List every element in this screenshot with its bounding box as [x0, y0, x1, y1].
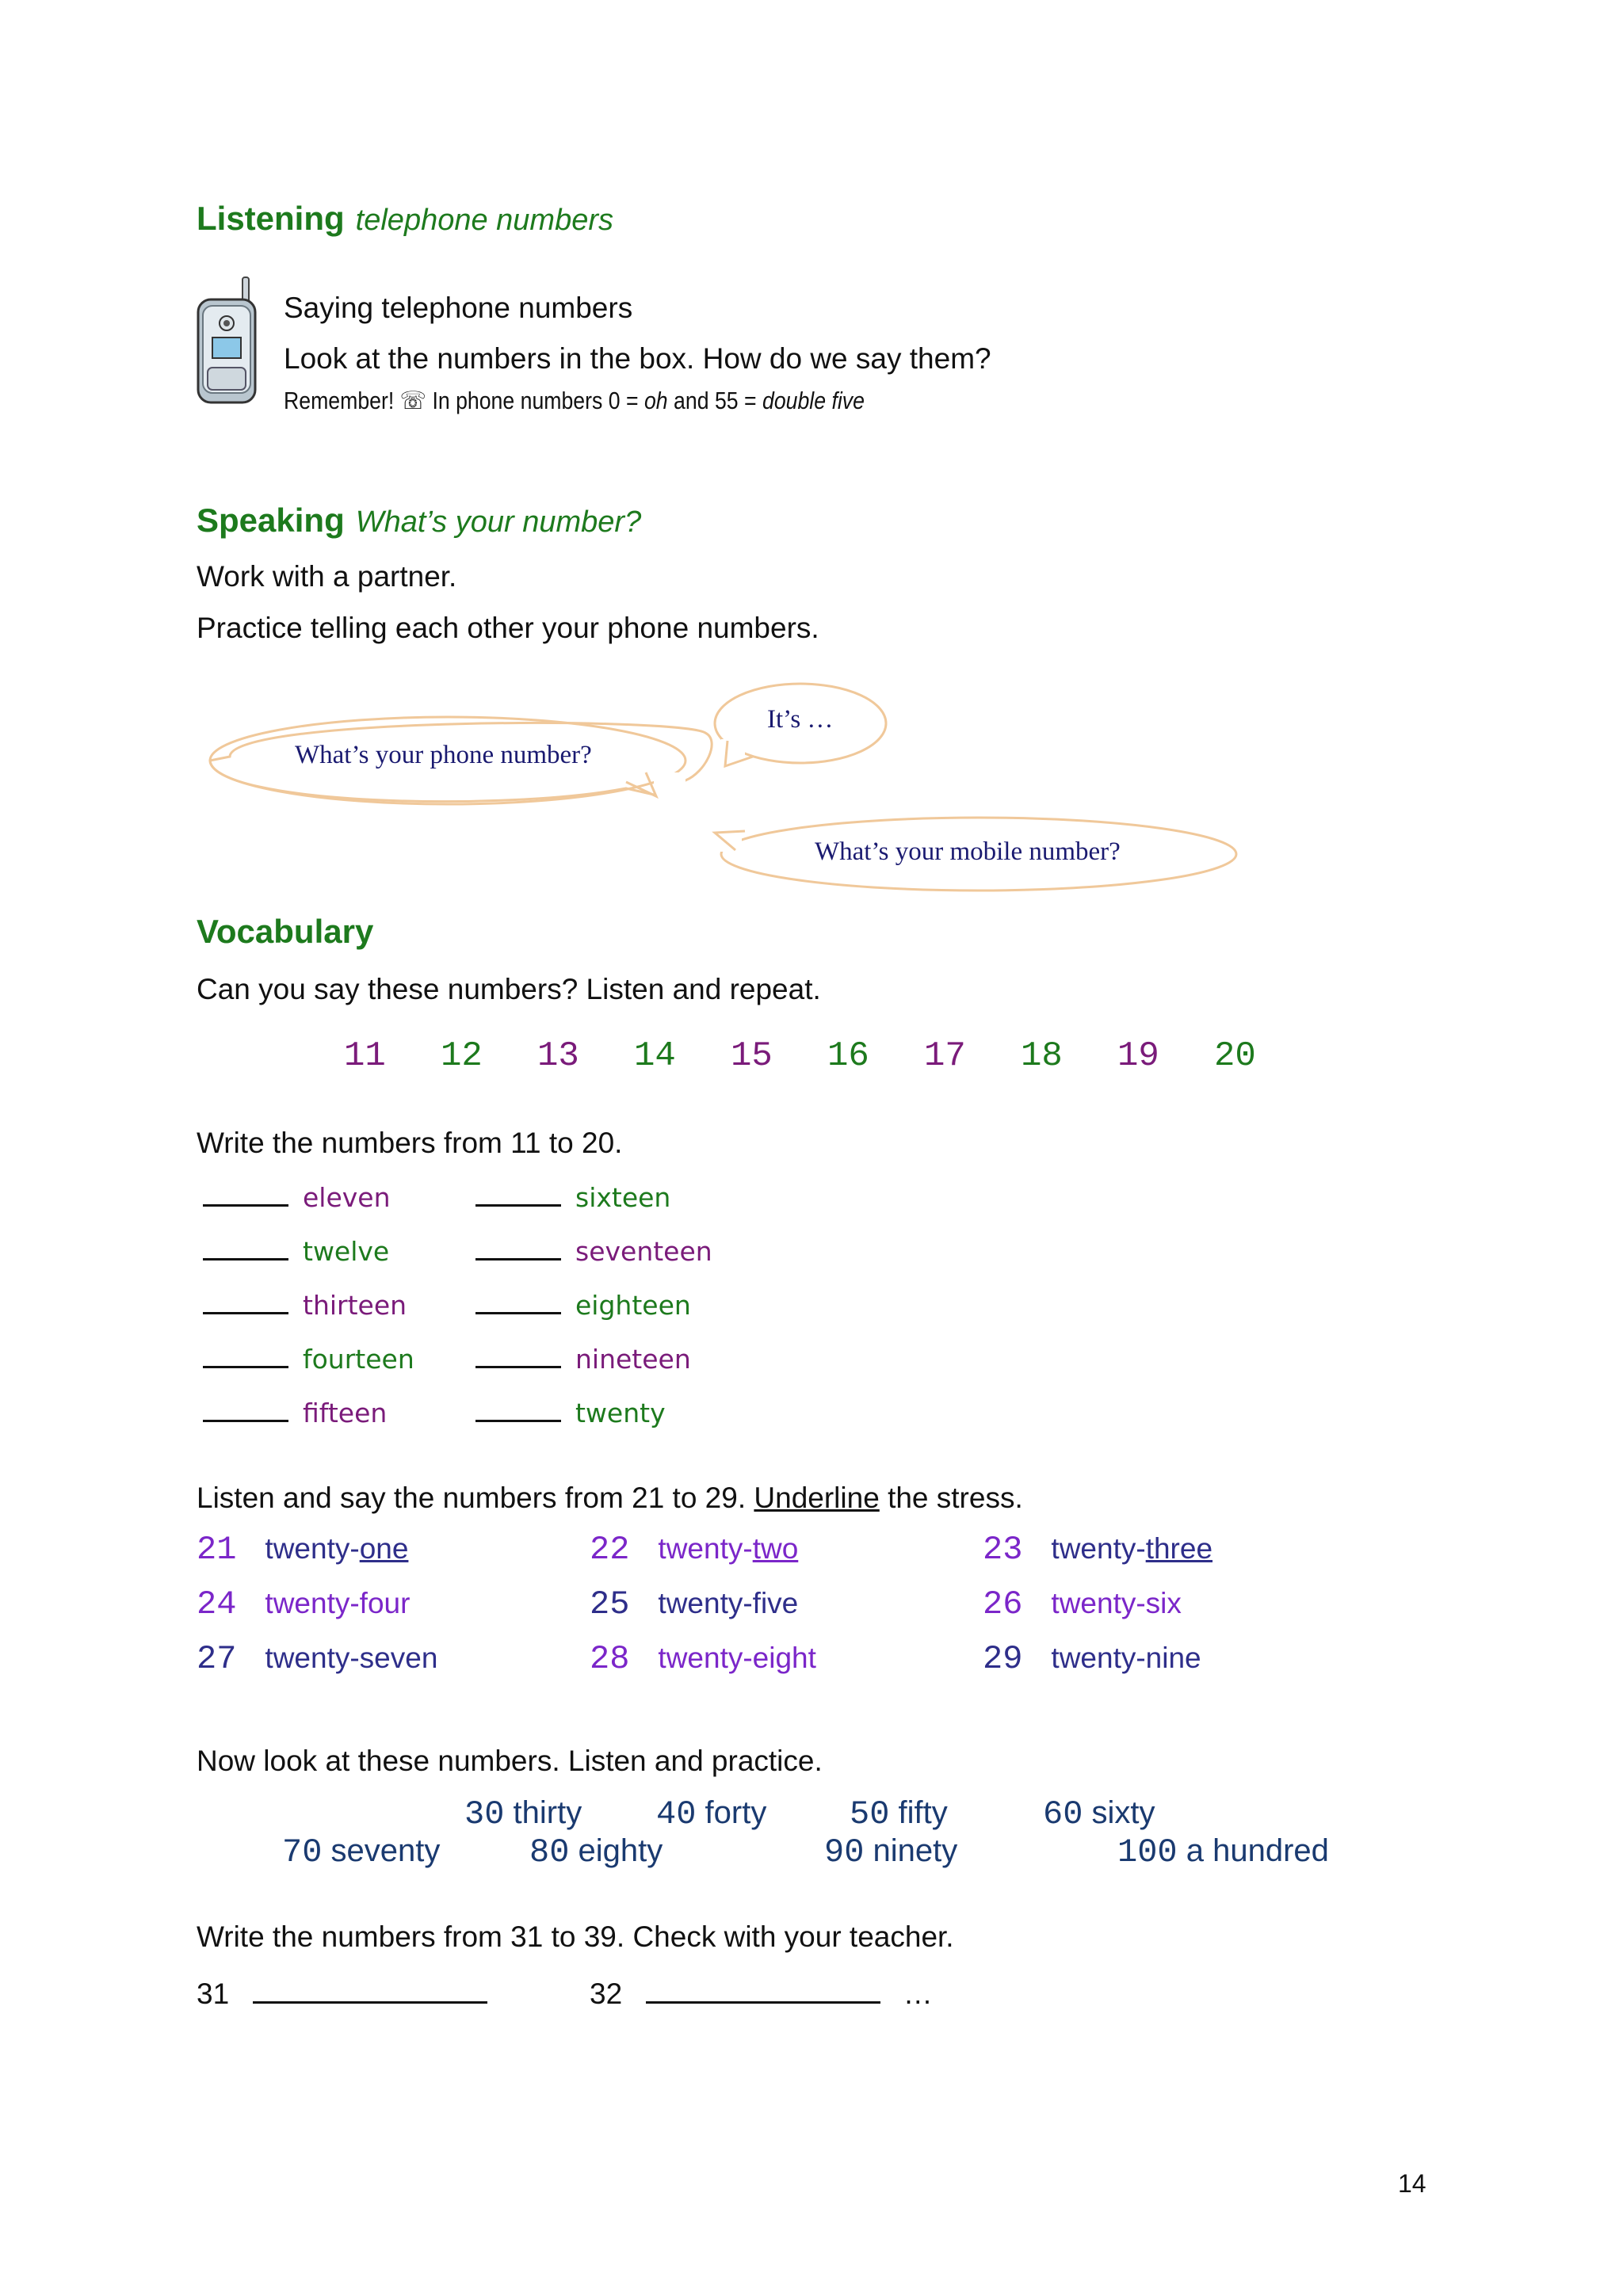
speaking-line1: Work with a partner. [197, 560, 457, 593]
bubble-its-text: It’s … [767, 705, 834, 734]
answer-blank[interactable] [475, 1180, 561, 1207]
tens-item: 40 forty [656, 1795, 767, 1833]
answer-blank[interactable] [203, 1342, 288, 1368]
stress-instruction-underline: Underline [754, 1482, 880, 1514]
twenty-word: twenty-three [1051, 1532, 1213, 1565]
list-item [475, 1234, 712, 1288]
teen-number: 15 [731, 1036, 773, 1076]
teen-word: twenty [575, 1398, 666, 1428]
teen-word: eighteen [575, 1290, 691, 1321]
answer-blank[interactable] [203, 1180, 288, 1207]
twenty-word: twenty-five [658, 1587, 799, 1619]
answer-blank[interactable] [203, 1288, 288, 1314]
teens-number-row [344, 1036, 1311, 1076]
remember-double: double five [762, 387, 865, 414]
vocabulary-intro: Can you say these numbers? Listen and repeat. [197, 973, 821, 1005]
answer-blank[interactable] [475, 1288, 561, 1314]
tens-item: 30 thirty [464, 1795, 582, 1833]
stress-instruction-b: the stress. [888, 1482, 1023, 1514]
teen-number: 17 [924, 1036, 966, 1076]
bubble-mobile-number-text: What’s your mobile number? [815, 837, 1121, 866]
twenty-number: 28 [590, 1640, 630, 1678]
tens-instruction: Now look at these numbers. Listen and practice. [197, 1745, 823, 1777]
twenty-number: 29 [983, 1640, 1023, 1678]
answer-blank-31[interactable] [253, 1973, 487, 2004]
list-item [475, 1342, 712, 1396]
listening-line2: Look at the numbers in the box. How do we say them? [284, 342, 991, 375]
tens-item: 60 sixty [1043, 1795, 1155, 1833]
speaking-subheading: What’s your number? [355, 505, 642, 539]
vocabulary-heading: Vocabulary [197, 913, 374, 950]
teen-words-right [475, 1180, 712, 1450]
teen-number: 20 [1214, 1036, 1256, 1076]
teen-word: thirteen [303, 1290, 407, 1321]
twenty-number: 26 [983, 1585, 1023, 1623]
twenty-word: twenty-seven [265, 1642, 438, 1674]
teen-word: sixteen [575, 1182, 671, 1213]
remember-note [284, 387, 865, 415]
remember-and: and 55 = [674, 387, 757, 414]
speaking-heading-row [197, 502, 641, 540]
teen-word: fifteen [303, 1398, 388, 1428]
teen-word: twelve [303, 1236, 390, 1267]
twenty-number: 27 [197, 1640, 237, 1678]
listening-heading-row [197, 200, 613, 238]
answer-blank[interactable] [475, 1396, 561, 1422]
twenty-word: twenty-six [1051, 1587, 1182, 1619]
speaking-heading: Speaking [197, 502, 345, 539]
teen-number: 12 [441, 1036, 483, 1076]
stress-instruction [197, 1482, 1023, 1515]
twenty-number: 24 [197, 1585, 237, 1623]
list-item [475, 1396, 712, 1450]
list-item [203, 1288, 414, 1342]
label-31: 31 [197, 1978, 230, 2010]
answer-blank[interactable] [203, 1396, 288, 1422]
write-thirties-row-2 [590, 1973, 933, 2011]
list-item [203, 1234, 414, 1288]
teen-word: fourteen [303, 1344, 414, 1375]
teen-number: 13 [537, 1036, 579, 1076]
tens-item: 50 fifty [850, 1795, 948, 1833]
remember-prefix: Remember! [284, 387, 395, 414]
answer-blank[interactable] [475, 1342, 561, 1368]
teen-words-left [203, 1180, 414, 1450]
twenty-number: 25 [590, 1585, 630, 1623]
speaking-line2: Practice telling each other your phone numbers. [197, 612, 819, 644]
twenty-word: twenty-eight [658, 1642, 816, 1674]
twenty-word: twenty-four [265, 1587, 411, 1619]
list-item [475, 1180, 712, 1234]
ellipsis: … [903, 1978, 933, 2010]
teen-number: 11 [344, 1036, 386, 1076]
tens-item: 70 seventy [282, 1833, 441, 1871]
write-thirties-row [197, 1973, 487, 2011]
tens-item: 90 ninety [824, 1833, 958, 1871]
mobile-phone-icon [193, 274, 263, 411]
answer-blank-32[interactable] [646, 1973, 880, 2004]
answer-blank[interactable] [475, 1234, 561, 1261]
tens-item: 100 a hundred [1117, 1833, 1329, 1871]
teen-number: 16 [827, 1036, 869, 1076]
list-item [203, 1342, 414, 1396]
listening-line1: Saying telephone numbers [284, 292, 633, 324]
twenty-number: 22 [590, 1531, 630, 1569]
write-teens-instruction: Write the numbers from 11 to 20. [197, 1127, 623, 1159]
teen-word: eleven [303, 1182, 391, 1213]
twenty-word: twenty-two [658, 1532, 799, 1565]
tens-item: 80 eighty [529, 1833, 663, 1871]
list-item [475, 1288, 712, 1342]
twenty-number: 21 [197, 1531, 237, 1569]
list-item [203, 1396, 414, 1450]
write-thirties-instruction: Write the numbers from 31 to 39. Check with your teacher. [197, 1920, 954, 1953]
teen-number: 18 [1021, 1036, 1063, 1076]
remember-oh: oh [643, 387, 668, 414]
page-number: 14 [1398, 2169, 1426, 2198]
listening-subheading: telephone numbers [355, 204, 614, 237]
twenty-number: 23 [983, 1531, 1023, 1569]
teen-number: 19 [1117, 1036, 1159, 1076]
twenty-word: twenty-one [265, 1532, 409, 1565]
label-32: 32 [590, 1978, 623, 2010]
answer-blank[interactable] [203, 1234, 288, 1261]
teen-word: seventeen [575, 1236, 712, 1267]
list-item [203, 1180, 414, 1234]
phone-glyph-icon: ☏ [399, 387, 427, 414]
bubble-phone-number-text: What’s your phone number? [295, 741, 592, 769]
teen-number: 14 [634, 1036, 676, 1076]
listening-heading: Listening [197, 200, 345, 237]
remember-text: In phone numbers 0 = [432, 387, 639, 414]
twenty-word: twenty-nine [1051, 1642, 1201, 1674]
teen-word: nineteen [575, 1344, 691, 1375]
stress-instruction-a: Listen and say the numbers from 21 to 29. [197, 1482, 747, 1514]
